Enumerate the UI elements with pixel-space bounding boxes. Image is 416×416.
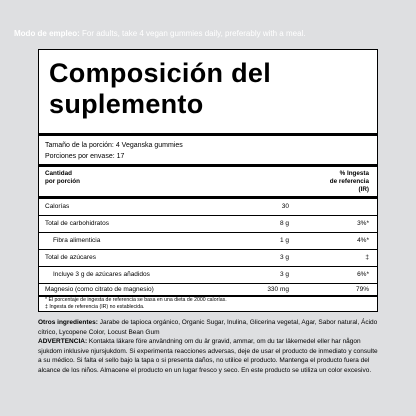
usage-label: Modo de empleo: xyxy=(14,29,80,38)
supplement-facts-panel xyxy=(38,49,378,312)
nutrient-name: Calorías xyxy=(45,203,70,210)
serving-rule xyxy=(39,164,377,167)
amount-header-line-1: Cantidad xyxy=(45,170,72,177)
warning-text: Kontakta läkare före användning om du är gravid, ammar, om du tar läkemedel eller har någon sjukdom inklusive njursjukdom. Si experimenta reacciones adversas, deje de usar el producto de inmediato y consulte a su médico. Si falta el sello bajo la tapa o si presenta daños, no utilice el producto. Mantenga el producto fuera del alcance de los niños. Almacene el producto en un lugar fresco y seco. En este producto se utiliza un color excesivo. xyxy=(38,338,378,374)
nutrient-amount: 3 g xyxy=(279,271,289,278)
nutrient-name: Magnesio (como citrato de magnesio) xyxy=(45,286,154,293)
nutrient-amount: 330 mg xyxy=(267,286,289,293)
nutrient-amount: 1 g xyxy=(279,237,289,244)
amount-header xyxy=(45,170,80,186)
dv-header-line-3: (IR) xyxy=(358,186,369,193)
footnote-daily-value: * El porcentaje de ingesta de referencia se basa en una dieta de 2000 calorías. xyxy=(45,297,227,303)
title-rule xyxy=(39,133,377,136)
nutrient-row xyxy=(39,283,377,295)
nutrient-amount: 3 g xyxy=(279,254,289,261)
other-ingredients-label: Otros ingredientes: xyxy=(38,319,98,326)
warning xyxy=(38,337,382,375)
nutrient-dv: 6%* xyxy=(357,271,369,278)
dv-header-line-1: % Ingesta xyxy=(339,170,369,177)
nutrient-row xyxy=(39,215,377,232)
nutrient-amount: 8 g xyxy=(279,220,289,227)
label-text xyxy=(38,318,382,376)
nutrient-name: Total de carbohidratos xyxy=(45,220,109,227)
servings-per-container: Porciones por envase: 17 xyxy=(45,153,125,160)
serving-size: Tamaño de la porción: 4 Veganska gummies xyxy=(45,142,183,149)
nutrient-name: Total de azúcares xyxy=(45,254,96,261)
nutrient-row xyxy=(39,198,377,215)
nutrient-dv: 4%* xyxy=(357,237,369,244)
dv-header xyxy=(330,170,369,194)
nutrient-row xyxy=(39,249,377,266)
amount-header-line-2: por porción xyxy=(45,178,80,185)
warning-label: ADVERTENCIA: xyxy=(38,338,88,346)
panel-title: Composición del suplemento xyxy=(49,58,272,119)
nutrient-dv: 3%* xyxy=(357,220,369,227)
nutrient-name: Incluye 3 g de azúcares añadidos xyxy=(53,271,150,278)
other-ingredients-text: Jarabe de tapioca orgánico, Organic Sugar, Inulina, Glicerina vegetal, Agar, Sabor natural, Ácido cítrico, Lycopene Color, Locust Bean Gum xyxy=(38,319,378,336)
dv-header-line-2: de referencia xyxy=(329,178,369,185)
footnote-not-established: ‡ Ingesta de referencia (IR) no establecida. xyxy=(45,304,145,310)
nutrient-row xyxy=(39,232,377,249)
nutrient-dv: ‡ xyxy=(365,254,369,261)
usage-text: For adults, take 4 vegan gummies daily, preferably with a meal. xyxy=(79,29,306,38)
nutrient-row xyxy=(39,266,377,283)
nutrient-dv: 79% xyxy=(355,286,369,293)
nutrient-name: Fibra alimenticia xyxy=(53,237,101,244)
usage-instructions xyxy=(14,28,404,39)
nutrient-amount: 30 xyxy=(281,203,289,210)
other-ingredients xyxy=(38,318,382,337)
